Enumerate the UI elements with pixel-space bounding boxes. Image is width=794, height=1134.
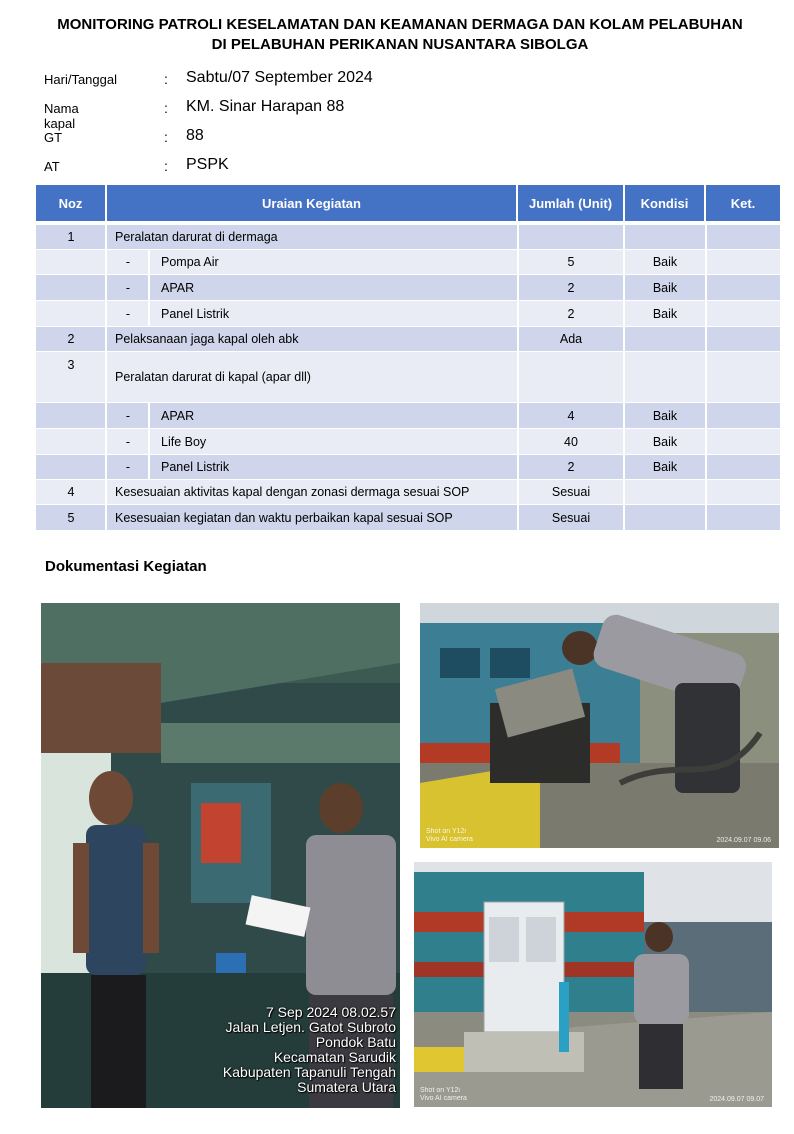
info-value: PSPK	[186, 156, 229, 173]
watermark-line: Vivo AI camera	[426, 836, 473, 843]
document-title-line-1: MONITORING PATROLI KESELAMATAN DAN KEAMANAN DERMAGA DAN KOLAM PELABUHAN	[57, 16, 743, 33]
photo-date: 2024.09.07 09.07	[709, 1096, 764, 1103]
photo-power-post	[414, 862, 772, 1107]
stamp-line: Kecamatan Sarudik	[273, 1049, 396, 1065]
cell-no: 1	[67, 230, 75, 244]
cell-no: 2	[67, 332, 75, 346]
cell-uraian: Peralatan darurat di dermaga	[115, 230, 278, 244]
cell-jumlah: Sesuai	[551, 510, 591, 525]
cell-dash: -	[125, 255, 131, 269]
cell-dash: -	[125, 408, 131, 423]
cell-kondisi: Baik	[652, 255, 678, 269]
cell-kondisi: Baik	[652, 460, 678, 474]
info-value: Sabtu/07 September 2024	[186, 69, 373, 86]
info-colon: :	[164, 129, 168, 145]
watermark-line: Shot on Y12i	[426, 828, 466, 835]
info-label: AT	[44, 159, 60, 174]
cell-dash: -	[125, 280, 131, 295]
stamp-line: Kabupaten Tapanuli Tengah	[222, 1064, 396, 1080]
table-row	[36, 250, 780, 274]
cell-item: Life Boy	[161, 434, 207, 449]
cell-kondisi: Baik	[652, 306, 678, 321]
table-row	[36, 301, 780, 326]
photo-cabin-inspection	[41, 603, 400, 1108]
photo-dock-panel	[420, 603, 779, 848]
table-row	[36, 455, 780, 479]
table-row	[36, 505, 780, 530]
document-title-line-2: DI PELABUHAN PERIKANAN NUSANTARA SIBOLGA	[211, 36, 589, 53]
table-row	[36, 225, 780, 249]
cell-jumlah: 2	[567, 280, 575, 295]
cell-item: Panel Listrik	[161, 306, 230, 321]
header-kondisi: Kondisi	[625, 185, 704, 221]
info-colon: :	[164, 158, 168, 174]
table-row	[36, 352, 780, 402]
info-colon: :	[164, 100, 168, 116]
cell-jumlah: 2	[567, 460, 575, 474]
cell-uraian: Peralatan darurat di kapal (apar dll)	[115, 370, 311, 384]
cell-item: APAR	[161, 408, 195, 423]
info-label: GT	[44, 130, 63, 145]
cell-kondisi: Baik	[652, 434, 678, 449]
table-row	[36, 403, 780, 428]
table-row	[36, 327, 780, 351]
photo-stamp	[223, 1005, 396, 1095]
documentation-heading: Dokumentasi Kegiatan	[45, 558, 207, 575]
cell-item: APAR	[161, 280, 195, 295]
watermark-line: Vivo AI camera	[420, 1095, 467, 1102]
cell-dash: -	[125, 434, 131, 449]
cell-jumlah: Sesuai	[551, 485, 591, 499]
watermark-line: Shot on Y12i	[420, 1087, 460, 1094]
cell-kondisi: Baik	[652, 408, 678, 423]
cell-jumlah: 2	[567, 306, 575, 321]
cell-dash: -	[125, 306, 131, 321]
table-row	[36, 480, 780, 504]
header-uraian: Uraian Kegiatan	[107, 185, 516, 221]
cell-jumlah: 5	[567, 255, 575, 269]
cell-no: 3	[67, 358, 75, 372]
table-row	[36, 429, 780, 454]
stamp-line: 7 Sep 2024 08.02.57	[265, 1004, 396, 1020]
cell-jumlah: 4	[567, 408, 575, 423]
info-value: 88	[186, 127, 204, 144]
header-ket: Ket.	[706, 185, 780, 221]
table-row	[36, 275, 780, 300]
camera-watermark	[426, 828, 473, 844]
stamp-line: Pondok Batu	[315, 1034, 396, 1050]
cell-jumlah: Ada	[559, 332, 583, 346]
stamp-line: Sumatera Utara	[297, 1079, 396, 1095]
cell-item: Pompa Air	[161, 255, 219, 269]
header-no: Noz	[36, 185, 105, 221]
cell-item: Panel Listrik	[161, 460, 230, 474]
cell-uraian: Kesesuaian kegiatan dan waktu perbaikan kapal sesuai SOP	[115, 510, 453, 525]
stamp-line: Jalan Letjen. Gatot Subroto	[225, 1019, 396, 1035]
cell-no: 5	[67, 510, 75, 525]
cell-dash: -	[125, 460, 131, 474]
info-value: KM. Sinar Harapan 88	[186, 98, 345, 115]
info-label: Nama kapal	[44, 101, 79, 131]
camera-watermark	[420, 1087, 467, 1103]
cell-uraian: Pelaksanaan jaga kapal oleh abk	[115, 332, 299, 346]
info-colon: :	[164, 71, 168, 87]
cell-jumlah: 40	[564, 434, 578, 449]
cell-uraian: Kesesuaian aktivitas kapal dengan zonasi dermaga sesuai SOP	[115, 485, 470, 499]
cell-kondisi: Baik	[652, 280, 678, 295]
photo-date: 2024.09.07 09.06	[716, 837, 771, 844]
header-jumlah: Jumlah (Unit)	[518, 185, 623, 221]
info-label: Hari/Tanggal	[44, 72, 117, 87]
cell-no: 4	[67, 485, 75, 499]
